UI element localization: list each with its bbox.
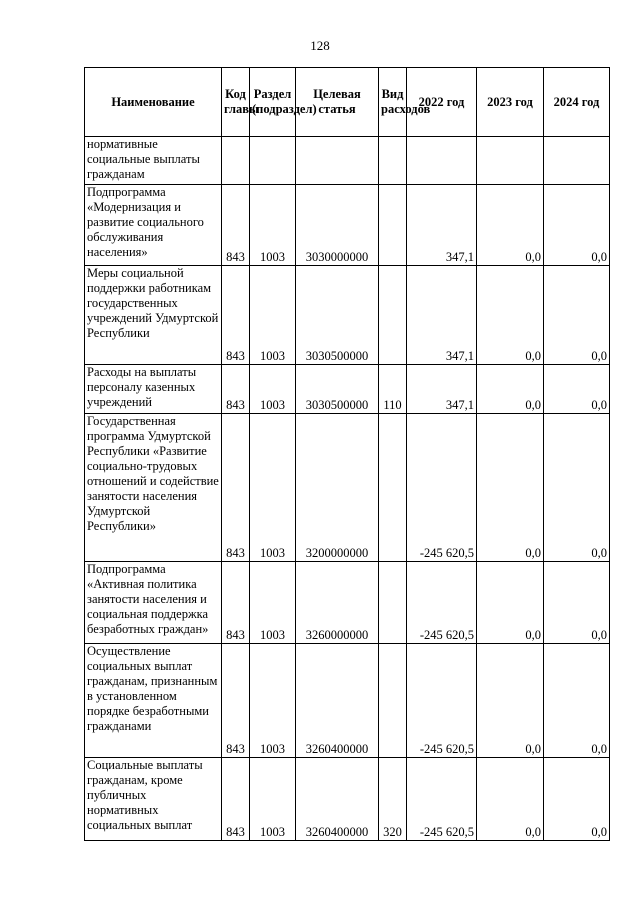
row-section: 1003 <box>250 758 296 841</box>
row-code: 843 <box>222 365 250 414</box>
header-target: Целевая статья <box>296 68 379 137</box>
row-type <box>379 562 407 644</box>
header-name: Наименование <box>85 68 222 137</box>
row-type <box>379 414 407 562</box>
row-2022: 347,1 <box>407 266 477 365</box>
table-row <box>85 562 610 644</box>
row-name: Социальные выплаты гражданам, кроме публичных нормативных социальных выплат <box>85 758 222 841</box>
row-2022: 347,1 <box>407 185 477 266</box>
row-section: 1003 <box>250 185 296 266</box>
table-row <box>85 758 610 841</box>
row-code <box>222 137 250 185</box>
row-2022: -245 620,5 <box>407 644 477 758</box>
row-2022 <box>407 137 477 185</box>
header-type: Вид расходов <box>379 68 407 137</box>
row-2023: 0,0 <box>477 414 544 562</box>
row-target: 3260000000 <box>296 562 379 644</box>
row-type <box>379 266 407 365</box>
row-target: 3030500000 <box>296 266 379 365</box>
table-row <box>85 185 610 266</box>
row-code: 843 <box>222 185 250 266</box>
row-code: 843 <box>222 758 250 841</box>
row-section <box>250 137 296 185</box>
row-name: Подпрограмма «Активная политика занятости населения и социальная поддержка безработных граждан» <box>85 562 222 644</box>
row-2022: -245 620,5 <box>407 562 477 644</box>
row-2024: 0,0 <box>544 562 610 644</box>
row-target: 3260400000 <box>296 758 379 841</box>
row-code: 843 <box>222 414 250 562</box>
table-row <box>85 414 610 562</box>
row-2023: 0,0 <box>477 365 544 414</box>
row-2023: 0,0 <box>477 644 544 758</box>
row-2024: 0,0 <box>544 758 610 841</box>
row-section: 1003 <box>250 266 296 365</box>
row-section: 1003 <box>250 365 296 414</box>
table-header-row <box>85 68 610 137</box>
row-target: 3260400000 <box>296 644 379 758</box>
table-row <box>85 266 610 365</box>
row-2024: 0,0 <box>544 414 610 562</box>
row-2023: 0,0 <box>477 266 544 365</box>
row-name: Государственная программа Удмуртской Республики «Развитие социально-трудовых отношений и содействие занятости населения Удмуртской Республики» <box>85 414 222 562</box>
row-2022: -245 620,5 <box>407 414 477 562</box>
row-2024: 0,0 <box>544 365 610 414</box>
budget-table <box>84 67 610 841</box>
row-section: 1003 <box>250 414 296 562</box>
header-code: Код главы <box>222 68 250 137</box>
row-target: 3030000000 <box>296 185 379 266</box>
row-target: 3030500000 <box>296 365 379 414</box>
row-code: 843 <box>222 562 250 644</box>
row-2022: -245 620,5 <box>407 758 477 841</box>
row-name: Подпрограмма «Модернизация и развитие социального обслуживания населения» <box>85 185 222 266</box>
row-2023: 0,0 <box>477 185 544 266</box>
row-type <box>379 137 407 185</box>
header-2024: 2024 год <box>544 68 610 137</box>
row-2024: 0,0 <box>544 266 610 365</box>
row-type <box>379 185 407 266</box>
row-2023: 0,0 <box>477 758 544 841</box>
row-2024: 0,0 <box>544 644 610 758</box>
row-2022: 347,1 <box>407 365 477 414</box>
table-row <box>85 644 610 758</box>
header-2023: 2023 год <box>477 68 544 137</box>
row-section: 1003 <box>250 562 296 644</box>
row-type <box>379 644 407 758</box>
row-2024 <box>544 137 610 185</box>
row-2024: 0,0 <box>544 185 610 266</box>
row-name: Расходы на выплаты персоналу казенных учреждений <box>85 365 222 414</box>
row-target: 3200000000 <box>296 414 379 562</box>
row-name: Меры социальной поддержки работникам государственных учреждений Удмуртской Республики <box>85 266 222 365</box>
row-2023: 0,0 <box>477 562 544 644</box>
row-code: 843 <box>222 644 250 758</box>
row-section: 1003 <box>250 644 296 758</box>
row-name: нормативные социальные выплаты гражданам <box>85 137 222 185</box>
row-name: Осуществление социальных выплат гражданам, признанным в установленном порядке безработными гражданами <box>85 644 222 758</box>
header-2022: 2022 год <box>407 68 477 137</box>
row-2023 <box>477 137 544 185</box>
row-code: 843 <box>222 266 250 365</box>
table-row <box>85 137 610 185</box>
row-type: 110 <box>379 365 407 414</box>
page-number: 128 <box>310 38 330 53</box>
header-section: Раздел (подраздел) <box>250 68 296 137</box>
table-row <box>85 365 610 414</box>
row-type: 320 <box>379 758 407 841</box>
row-target <box>296 137 379 185</box>
